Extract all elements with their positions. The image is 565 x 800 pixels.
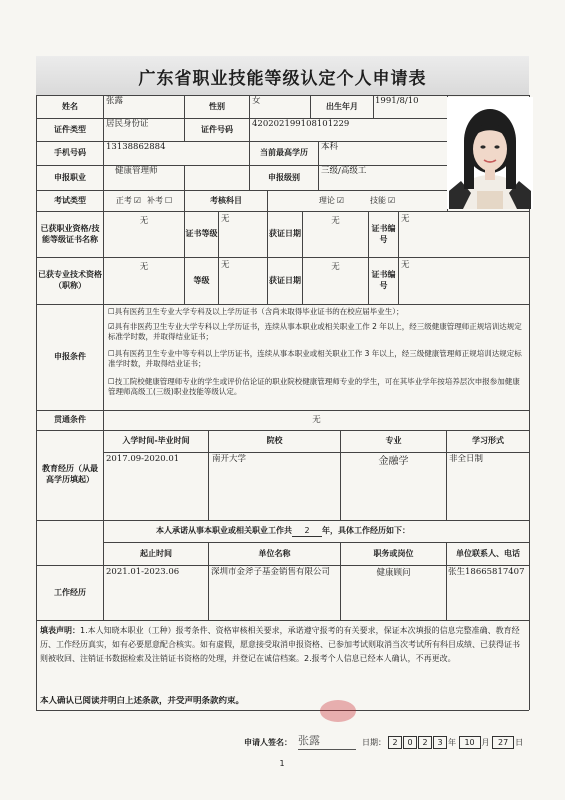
exam-subject-label: 考核科目 (210, 195, 242, 205)
regular-exam-checkbox[interactable]: ☑ (133, 195, 141, 205)
had-cert-label: 已获职业资格/技能等级证书名称 (40, 223, 100, 244)
cert-type-value: 居民身份证 (106, 119, 149, 129)
gender-value: 女 (252, 96, 261, 106)
month-suffix: 月 (481, 738, 490, 747)
edu-major-value: 金融学 (378, 456, 409, 468)
level-label: 申报级别 (268, 172, 300, 182)
year-digit-3[interactable]: 2 (418, 736, 432, 749)
cert-level-label: 证书等级 (185, 229, 218, 239)
theory-checkbox[interactable]: ☑ (336, 195, 344, 205)
cert-no-label: 证件号码 (201, 124, 233, 134)
name-value: 张露 (106, 96, 124, 106)
date-label: 日期： (362, 738, 386, 747)
job-label: 申报职业 (54, 172, 86, 182)
had-cert-level: 无 (221, 214, 230, 224)
title-date-label: 获证日期 (269, 275, 301, 285)
applicant-signature[interactable]: 张露 (298, 734, 356, 750)
condition-2[interactable]: ☑具有非医药卫生专业大学专科以上学历证书，连续从事本职业或相关职业工作 2 年以上，经三级健康管理师正规培训达规定标准学时数，并取得结业证书； (108, 322, 522, 342)
makeup-exam-label: 补考 (147, 195, 163, 205)
month-box[interactable]: 10 (459, 736, 481, 749)
conditions-label: 申报条件 (54, 352, 86, 362)
condition-4[interactable]: ☐技工院校健康管理师专业的学生或评价估论证的职业院校健康管理师专业的学生，可在其毕业学年按培养层次申报参加健康管理师高级工(三级)职业技能等级认定。 (108, 377, 520, 397)
sign-date[interactable] (388, 736, 528, 752)
condition-1[interactable]: ☐具有医药卫生专业大学专科及以上学历证书（含尚未取得毕业证书的在校应届毕业生）； (108, 307, 404, 316)
edu-school-header: 院校 (266, 436, 283, 446)
name-label: 姓名 (62, 101, 78, 111)
edu-time-header: 入学时间-毕业时间 (122, 436, 190, 446)
day-suffix: 日 (515, 738, 524, 747)
skill-checkbox[interactable]: ☑ (388, 195, 396, 205)
declaration-body: 1.本人知晓本职业（工种）报考条件、资格审核相关要求，承诺遵守报考的有关要求，保证本次填报的信息完整准确、教育经历、工作经历真实，如有必要愿意配合核实。如有虚假，愿意接受取消申报资格、已参加考试则取消当次考试所有科目成绩、已获得证书则被收回、注销证书数据检索及注销证书资格的处理，并登记在诚信档案。2.报考个人信息已经本人确认，不再更改。 (40, 626, 520, 663)
work-years-value: 2 (292, 526, 322, 538)
portrait-image (447, 97, 533, 209)
education-value: 本科 (321, 142, 339, 152)
applicant-photo (447, 97, 533, 209)
year-suffix: 年 (448, 738, 456, 747)
phone-label: 手机号码 (54, 148, 86, 158)
work-history-label: 工作经历 (54, 587, 86, 597)
edu-history-label: 教育经历（从最高学历填起） (42, 463, 98, 484)
had-cert-num: 无 (401, 214, 410, 224)
work-post-header: 职务或岗位 (373, 548, 414, 558)
had-cert-name: 无 (139, 216, 149, 227)
had-title-label: 已获专业技术资格（职称） (38, 270, 102, 290)
edu-major-header: 专业 (385, 436, 402, 446)
work-contact-value: 张生18665817407 (448, 567, 525, 577)
edu-time-value: 2017.09-2020.01 (106, 454, 180, 464)
work-time-header: 起止时间 (140, 548, 172, 558)
declaration-text (40, 624, 526, 688)
title-level-label: 等级 (193, 275, 210, 285)
declaration-lead: 填表声明： (40, 626, 80, 635)
day-box[interactable]: 27 (492, 736, 514, 749)
work-unit-header: 单位名称 (258, 548, 291, 558)
exam-type-label: 考试类型 (54, 195, 86, 205)
work-promise (37, 521, 529, 542)
education-label: 当前最高学历 (260, 148, 308, 158)
phone-value: 13138862884 (106, 142, 166, 152)
level-value: 三级/高级工 (321, 166, 367, 176)
year-digit-4[interactable]: 3 (433, 736, 447, 749)
tong-guan-value: 无 (312, 414, 321, 425)
edu-form-value: 非全日制 (449, 454, 484, 464)
work-post-value: 健康顾问 (376, 568, 411, 579)
year-digit-2[interactable]: 0 (403, 736, 417, 749)
form-title: 广东省职业技能等级认定个人申请表 (36, 56, 529, 96)
had-title-date: 无 (331, 262, 340, 273)
applicant-sign-label: 申请人签名： (244, 738, 292, 747)
cert-num-label: 证书编号 (371, 223, 396, 244)
regular-exam-label: 正考 (115, 195, 132, 205)
edu-school-value: 南开大学 (212, 454, 247, 464)
declaration-confirm: 本人确认已阅读并明白上述条款，并受声明条款约束。 (40, 696, 245, 706)
gender-label: 性别 (209, 101, 225, 111)
page-number: 1 (279, 758, 285, 768)
birth-label: 出生年月 (326, 101, 358, 111)
had-title-level: 无 (221, 260, 230, 270)
had-title-num: 无 (401, 260, 410, 270)
title-num-label: 证书编号 (371, 270, 396, 290)
theory-label: 理论 (318, 195, 335, 205)
fingerprint-seal (320, 700, 356, 722)
cert-no-value: 420202199108101229 (252, 119, 350, 129)
edu-form-header: 学习形式 (472, 436, 504, 446)
had-cert-date: 无 (331, 216, 340, 227)
issue-date-label: 获证日期 (269, 229, 301, 239)
skill-label: 技能 (370, 195, 386, 205)
work-contact-header: 单位联系人、电话 (456, 548, 520, 558)
tong-guan-label: 贯通条件 (54, 415, 86, 425)
exam-subject-options (268, 191, 446, 211)
job-value: 健康管理师 (115, 166, 158, 176)
year-digit-1[interactable]: 2 (388, 736, 402, 749)
exam-type-options (104, 191, 184, 211)
work-promise-prefix: 本人承诺从事本职业或相关职业工作共 (156, 526, 292, 536)
cert-type-label: 证件类型 (54, 124, 86, 134)
work-promise-suffix: 年，具体工作经历如下： (322, 526, 410, 536)
work-unit-value: 深圳市金斧子基金销售有限公司 (211, 567, 331, 577)
had-title-name: 无 (139, 262, 149, 273)
condition-3[interactable]: ☐具有医药卫生专业中等专科以上学历证书，连续从事本职业或相关职业工作 3 年以上，经三级健康管理师正规培训达规定标准学时数，并取得结业证书； (108, 349, 522, 369)
makeup-exam-checkbox[interactable]: ☐ (165, 195, 173, 205)
work-time-value: 2021.01-2023.06 (106, 567, 180, 577)
birth-value: 1991/8/10 (375, 96, 419, 106)
